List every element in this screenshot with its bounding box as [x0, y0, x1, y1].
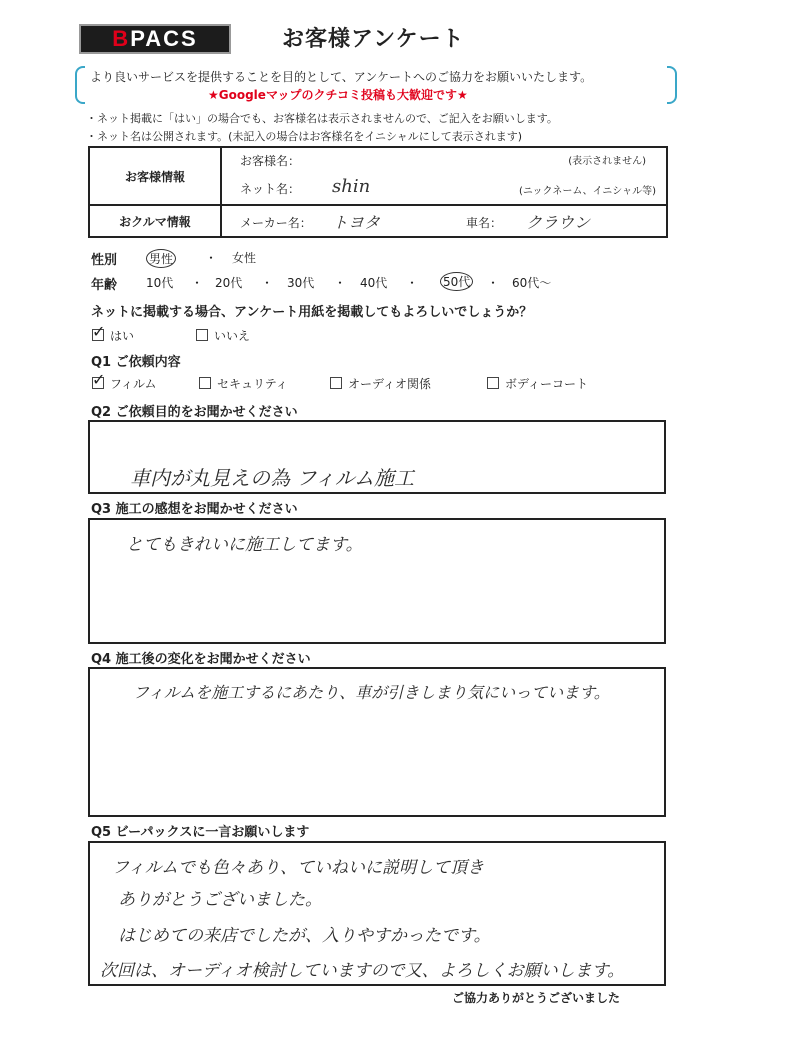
q5-answer-line-3: はじめての来店でしたが、入りやすかったです。	[118, 926, 491, 946]
car-info-cell	[221, 205, 667, 237]
customer-info-header: お客様情報	[89, 147, 221, 205]
customer-name-hint: (表示されません)	[568, 156, 646, 167]
q1-security-label: セキュリティ	[217, 377, 288, 391]
age-label: 年齢	[91, 278, 118, 293]
gender-label: 性別	[91, 253, 118, 268]
gender-male-text: 男性	[146, 249, 176, 268]
age-30s[interactable]: 30代	[287, 276, 315, 290]
customer-name-label: お客様名：	[240, 154, 301, 168]
q4-title: Q4 施工後の変化をお聞かせください	[91, 652, 311, 667]
age-sep-5: ・	[487, 276, 500, 290]
age-10s[interactable]: 10代	[146, 276, 174, 290]
publish-question: ネットに掲載する場合、アンケート用紙を掲載してもよろしいでしょうか？	[91, 305, 533, 320]
age-40s[interactable]: 40代	[360, 276, 388, 290]
gender-female[interactable]: 女性	[232, 251, 257, 265]
logo-letter-b: B	[112, 26, 131, 51]
model-value[interactable]: クラウン	[526, 213, 591, 232]
age-60s[interactable]: 60代～	[512, 276, 552, 290]
maker-label: メーカー名：	[240, 216, 312, 230]
age-50s[interactable]	[440, 272, 473, 291]
publish-yes-checkbox[interactable]	[92, 329, 104, 341]
page-title: お客様アンケート	[282, 27, 465, 52]
q1-option-film[interactable]	[92, 375, 157, 392]
publish-yes[interactable]	[92, 327, 134, 344]
age-sep-3: ・	[334, 276, 347, 290]
age-50s-text: 50代	[440, 272, 473, 291]
q5-title: Q5 ビーパックスに一言お願いします	[91, 825, 310, 840]
publish-yes-label: はい	[110, 329, 135, 343]
maker-value[interactable]: トヨタ	[332, 213, 381, 232]
age-sep-4: ・	[406, 276, 419, 290]
q1-security-checkbox[interactable]	[199, 377, 211, 389]
q1-bodycoat-label: ボディーコート	[505, 377, 589, 391]
note-2: ・ネット名は公開されます。(未記入の場合はお客様名をイニシャルにして表示されます)	[86, 130, 523, 143]
customer-info-cell	[221, 147, 667, 205]
intro-bracket-left	[75, 66, 85, 104]
gender-male[interactable]	[146, 249, 176, 268]
q1-audio-label: オーディオ関係	[348, 377, 432, 391]
net-name-label: ネット名：	[240, 182, 301, 196]
bpacs-logo	[79, 24, 231, 54]
q4-answer: フィルムを施工するにあたり、車が引きしまり気にいっています。	[133, 683, 610, 702]
info-table	[88, 146, 668, 238]
intro-text: より良いサービスを提供することを目的として、アンケートへのご協力をお願いいたします。	[90, 70, 593, 84]
google-review-note: ★Googleマップのクチコミ投稿も大歓迎です★	[208, 88, 468, 102]
age-20s[interactable]: 20代	[215, 276, 243, 290]
q1-bodycoat-checkbox[interactable]	[487, 377, 499, 389]
intro-bracket-right	[667, 66, 677, 104]
gender-sep: ・	[205, 251, 218, 265]
note-1: ・ネット掲載に「はい」の場合でも、お客様名は表示されませんので、ご記入をお願いします。	[86, 112, 558, 125]
q1-option-security[interactable]	[199, 375, 288, 392]
q5-answer-line-2: ありがとうございました。	[118, 890, 322, 910]
model-label: 車名：	[466, 216, 503, 230]
q2-title: Q2 ご依頼目的をお聞かせください	[91, 405, 298, 420]
q1-option-bodycoat[interactable]	[487, 375, 588, 392]
q3-title: Q3 施工の感想をお聞かせください	[91, 502, 298, 517]
q3-answer: とてもきれいに施工してます。	[126, 535, 363, 555]
q1-audio-checkbox[interactable]	[330, 377, 342, 389]
net-name-hint: (ニックネーム、イニシャル等)	[518, 186, 656, 197]
net-name-value[interactable]: shin	[332, 176, 371, 197]
q1-option-audio[interactable]	[330, 375, 431, 392]
age-sep-2: ・	[261, 276, 274, 290]
publish-no-checkbox[interactable]	[196, 329, 208, 341]
q1-film-checkbox[interactable]	[92, 377, 104, 389]
q2-answer: 車内が丸見えの為 フィルム施工	[130, 466, 414, 490]
logo-text: PACS	[130, 26, 198, 51]
car-info-header: おクルマ情報	[89, 205, 221, 237]
q1-title: Q1 ご依頼内容	[91, 355, 181, 370]
footer-thanks: ご協力ありがとうございました	[452, 991, 621, 1005]
age-sep-1: ・	[191, 276, 204, 290]
publish-no[interactable]	[196, 327, 250, 344]
publish-no-label: いいえ	[214, 329, 251, 343]
q1-film-label: フィルム	[110, 377, 157, 391]
q5-answer-line-1: フィルムでも色々あり、ていねいに説明して頂き	[112, 858, 484, 878]
q5-answer-line-4: 次回は、オーディオ検討していますので又、よろしくお願いします。	[100, 961, 625, 981]
